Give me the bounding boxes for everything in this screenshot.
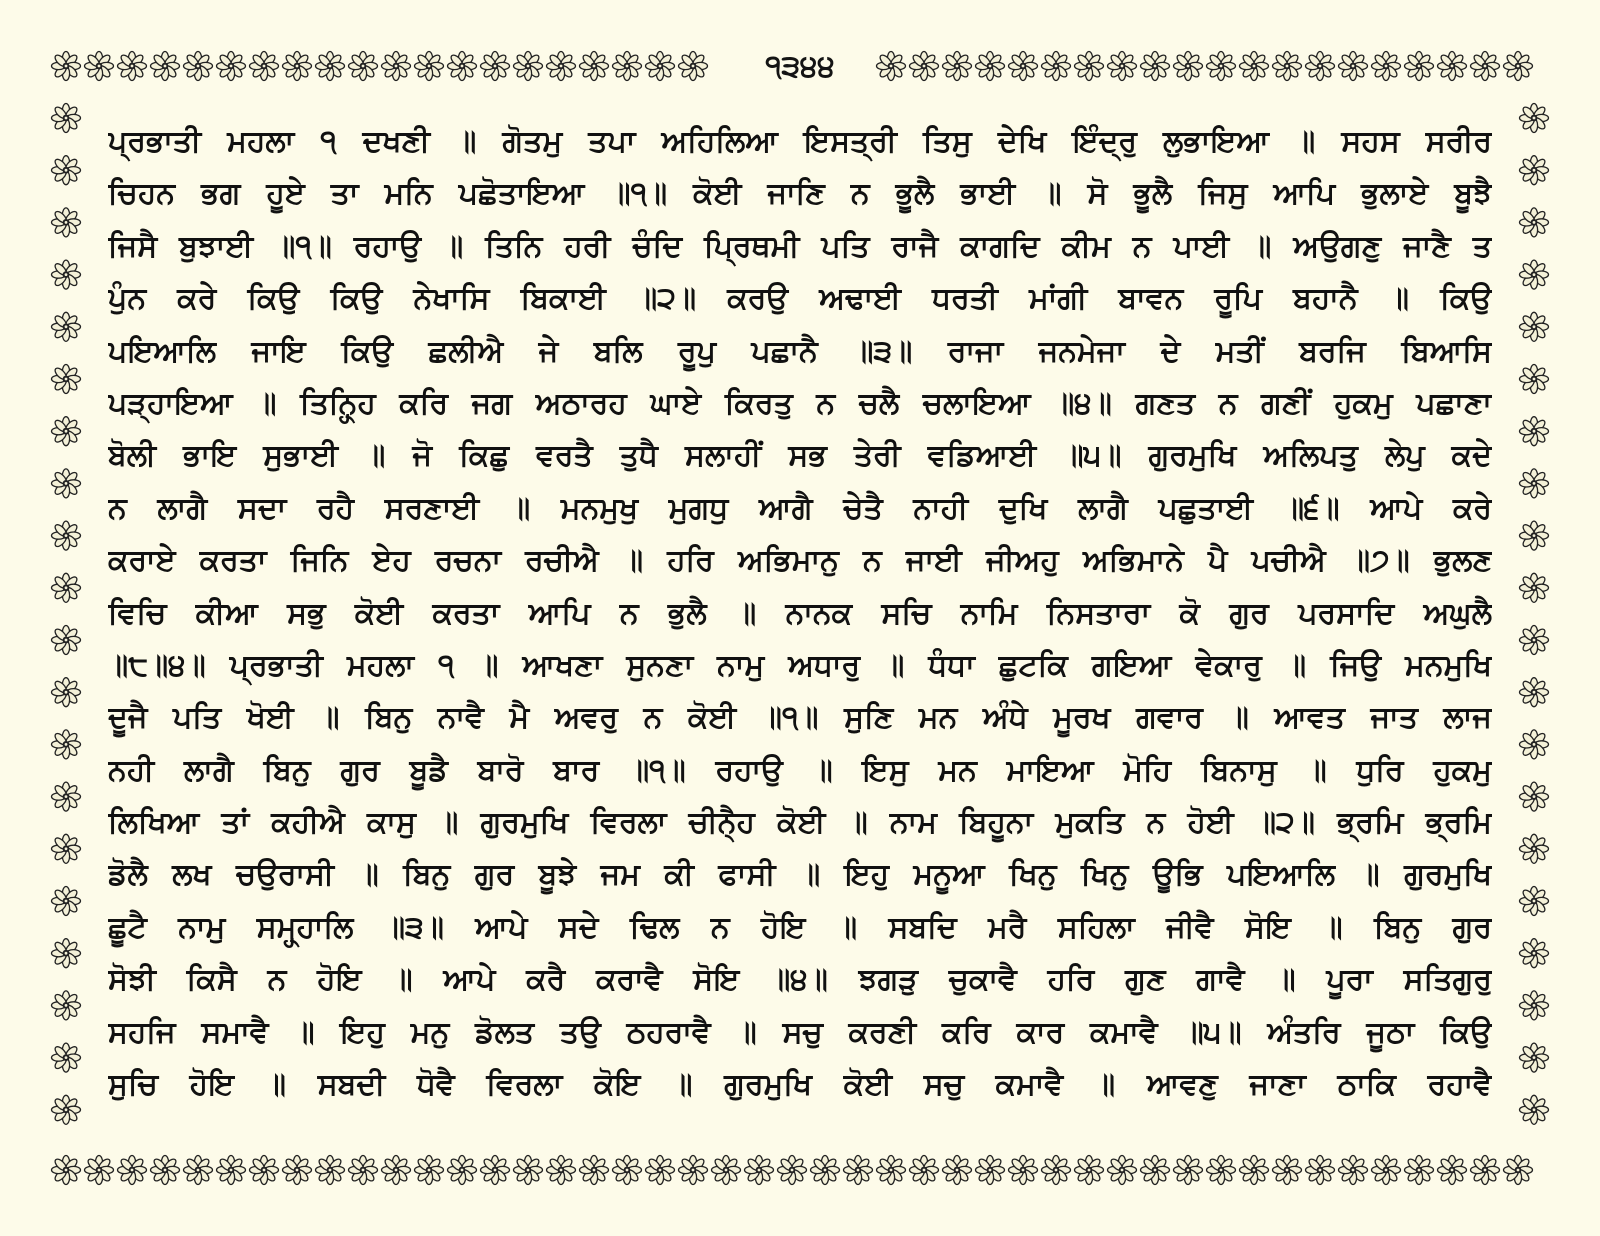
flower-ornament-icon	[1520, 887, 1549, 916]
flower-ornament-icon	[679, 1156, 708, 1185]
flower-ornament-icon	[1306, 1156, 1335, 1185]
flower-ornament-icon	[481, 1156, 510, 1185]
text-line: ਸੁਚਿ ਹੋਇ ॥ ਸਬਦੀ ਧੋਵੈ ਵਿਰਲਾ ਕੋਇ ॥ ਗੁਰਮੁਖਿ ਕੋਈ ਸਚੁ ਕਮਾਵੈ ॥ ਆਵਣੁ ਜਾਣਾ ਠਾਕਿ ਰਹਾਵੈ	[108, 1067, 1492, 1103]
flower-ornament-icon	[1520, 730, 1549, 759]
flower-ornament-icon	[679, 52, 708, 81]
flower-ornament-icon	[52, 730, 81, 759]
flower-ornament-icon	[52, 312, 81, 341]
flower-ornament-icon	[1520, 782, 1549, 811]
flower-ornament-icon	[1520, 678, 1549, 707]
flower-ornament-icon	[1273, 1156, 1302, 1185]
flower-ornament-icon	[52, 260, 81, 289]
flower-ornament-icon	[1141, 52, 1170, 81]
flower-ornament-icon	[52, 887, 81, 916]
flower-ornament-icon	[1240, 52, 1269, 81]
flower-ornament-icon	[1520, 156, 1549, 185]
page-number: ੧੩੪੪	[730, 44, 870, 90]
flower-ornament-icon	[1520, 469, 1549, 498]
text-line: ॥੮॥੪॥ ਪ੍ਰਭਾਤੀ ਮਹਲਾ ੧ ॥ ਆਖਣਾ ਸੁਨਣਾ ਨਾਮੁ ਅਧਾਰੁ ॥ ਧੰਧਾ ਛੁਟਕਿ ਗਇਆ ਵੇਕਾਰੁ ॥ ਜਿਉ ਮਨਮੁਖਿ	[108, 647, 1492, 683]
text-line: ਪੜ੍ਹਾਇਆ ॥ ਤਿਨ੍ਹ੍ਹਿ ਕਰਿ ਜਗ ਅਠਾਰਹ ਘਾਏ ਕਿਰਤੁ ਨ ਚਲੈ ਚਲਾਇਆ ॥੪॥ ਗਣਤ ਨ ਗਣੀਂ ਹੁਕਮੁ ਪਛਾਣਾ	[108, 385, 1492, 421]
flower-ornament-icon	[1405, 52, 1434, 81]
flower-ornament-icon	[52, 469, 81, 498]
flower-ornament-icon	[1520, 208, 1549, 237]
flower-ornament-icon	[1438, 52, 1467, 81]
flower-ornament-icon	[778, 1156, 807, 1185]
flower-ornament-icon	[316, 52, 345, 81]
flower-ornament-icon	[1520, 521, 1549, 550]
flower-ornament-icon	[1306, 52, 1335, 81]
flower-ornament-icon	[1520, 417, 1549, 446]
flower-ornament-icon	[1504, 52, 1533, 81]
flower-ornament-icon	[976, 1156, 1005, 1185]
flower-ornament-icon	[283, 1156, 312, 1185]
flower-ornament-icon	[943, 1156, 972, 1185]
flower-ornament-icon	[1405, 1156, 1434, 1185]
flower-ornament-icon	[1042, 52, 1071, 81]
text-line: ਕਰਾਏ ਕਰਤਾ ਜਿਨਿ ਏਹ ਰਚਨਾ ਰਚੀਐ ॥ ਹਰਿ ਅਭਿਮਾਨੁ ਨ ਜਾਈ ਜੀਅਹੁ ਅਭਿਮਾਨੇ ਪੈ ਪਚੀਐ ॥੭॥ ਭੁਲਣ	[108, 543, 1492, 579]
flower-ornament-icon	[52, 52, 81, 81]
flower-ornament-icon	[547, 1156, 576, 1185]
flower-ornament-icon	[1520, 991, 1549, 1020]
flower-ornament-icon	[877, 1156, 906, 1185]
flower-ornament-icon	[1075, 1156, 1104, 1185]
flower-ornament-icon	[1520, 626, 1549, 655]
flower-ornament-icon	[910, 52, 939, 81]
flower-ornament-icon	[52, 365, 81, 394]
flower-ornament-icon	[1520, 260, 1549, 289]
flower-ornament-icon	[382, 52, 411, 81]
flower-ornament-icon	[1207, 1156, 1236, 1185]
flower-ornament-icon	[415, 52, 444, 81]
flower-ornament-icon	[745, 1156, 774, 1185]
text-line: ਡੋਲੈ ਲਖ ਚਉਰਾਸੀ ॥ ਬਿਨੁ ਗੁਰ ਬੂਝੇ ਜਮ ਕੀ ਫਾਸੀ ॥ ਇਹੁ ਮਨੂਆ ਖਿਨੁ ਖਿਨੁ ਊਭਿ ਪਇਆਲਿ ॥ ਗੁਰਮੁਖਿ	[108, 857, 1492, 893]
flower-ornament-icon	[1471, 1156, 1500, 1185]
flower-ornament-icon	[1520, 834, 1549, 863]
flower-ornament-icon	[283, 52, 312, 81]
flower-ornament-icon	[415, 1156, 444, 1185]
text-line: ਪੁੰਨ ਕਰੇ ਕਿਉ ਕਿਉ ਨੇਖਾਸਿ ਬਿਕਾਈ ॥੨॥ ਕਰਉ ਅਢਾਈ ਧਰਤੀ ਮਾਂਗੀ ਬਾਵਨ ਰੂਪਿ ਬਹਾਨੈ ॥ ਕਿਉ	[108, 281, 1492, 317]
text-line: ਨ ਲਾਗੈ ਸਦਾ ਰਹੈ ਸਰਣਾਈ ॥ ਮਨਮੁਖੁ ਮੁਗਧੁ ਆਗੈ ਚੇਤੈ ਨਾਹੀ ਦੁਖਿ ਲਾਗੈ ਪਛੁਤਾਈ ॥੬॥ ਆਪੇ ਕਰੇ	[108, 490, 1492, 526]
flower-ornament-icon	[52, 104, 81, 133]
flower-ornament-icon	[118, 52, 147, 81]
flower-ornament-icon	[1372, 52, 1401, 81]
flower-ornament-icon	[514, 52, 543, 81]
flower-ornament-icon	[151, 1156, 180, 1185]
flower-ornament-icon	[1075, 52, 1104, 81]
text-line: ਲਿਖਿਆ ਤਾਂ ਕਹੀਐ ਕਾਸੁ ॥ ਗੁਰਮੁਖਿ ਵਿਰਲਾ ਚੀਨੈ੍ਹ ਕੋਈ ॥ ਨਾਮ ਬਿਹੂਨਾ ਮੁਕਤਿ ਨ ਹੋਈ ॥੨॥ ਭ੍ਰਮਿ ਭ੍ਰਮਿ	[108, 805, 1492, 841]
flower-ornament-icon	[910, 1156, 939, 1185]
flower-ornament-icon	[1520, 365, 1549, 394]
flower-ornament-icon	[1520, 939, 1549, 968]
flower-ornament-icon	[1339, 1156, 1368, 1185]
text-line: ਦੂਜੈ ਪਤਿ ਖੋਈ ॥ ਬਿਨੁ ਨਾਵੈ ਮੈ ਅਵਰੁ ਨ ਕੋਈ ॥੧॥ ਸੁਣਿ ਮਨ ਅੰਧੇ ਮੂਰਖ ਗਵਾਰ ॥ ਆਵਤ ਜਾਤ ਲਾਜ	[108, 700, 1492, 736]
flower-ornament-icon	[118, 1156, 147, 1185]
flower-ornament-icon	[52, 573, 81, 602]
flower-ornament-icon	[349, 52, 378, 81]
flower-ornament-icon	[1520, 104, 1549, 133]
flower-ornament-icon	[448, 1156, 477, 1185]
flower-ornament-icon	[250, 1156, 279, 1185]
text-line: ਨਹੀ ਲਾਗੈ ਬਿਨੁ ਗੁਰ ਬੂਡੈ ਬਾਰੋ ਬਾਰ ॥੧॥ ਰਹਾਉ ॥ ਇਸੁ ਮਨ ਮਾਇਆ ਮੋਹਿ ਬਿਨਾਸੁ ॥ ਧੁਰਿ ਹੁਕਮੁ	[108, 752, 1492, 788]
flower-ornament-icon	[1339, 52, 1368, 81]
flower-ornament-icon	[349, 1156, 378, 1185]
flower-ornament-icon	[52, 626, 81, 655]
flower-ornament-icon	[1009, 1156, 1038, 1185]
flower-ornament-icon	[613, 1156, 642, 1185]
flower-ornament-icon	[1520, 1043, 1549, 1072]
flower-ornament-icon	[1240, 1156, 1269, 1185]
flower-ornament-icon	[1174, 52, 1203, 81]
flower-ornament-icon	[1520, 312, 1549, 341]
text-line: ਸਹਜਿ ਸਮਾਵੈ ॥ ਇਹੁ ਮਨੁ ਡੋਲਤ ਤਉ ਠਹਰਾਵੈ ॥ ਸਚੁ ਕਰਣੀ ਕਰਿ ਕਾਰ ਕਮਾਵੈ ॥੫॥ ਅੰਤਰਿ ਜੂਠਾ ਕਿਉ	[108, 1014, 1492, 1050]
flower-ornament-icon	[52, 834, 81, 863]
flower-ornament-icon	[52, 1095, 81, 1124]
flower-ornament-icon	[184, 52, 213, 81]
flower-ornament-icon	[1372, 1156, 1401, 1185]
flower-ornament-icon	[52, 1156, 81, 1185]
flower-ornament-icon	[1471, 52, 1500, 81]
flower-ornament-icon	[1438, 1156, 1467, 1185]
flower-ornament-icon	[1108, 1156, 1137, 1185]
flower-ornament-icon	[52, 991, 81, 1020]
flower-ornament-icon	[811, 1156, 840, 1185]
flower-ornament-icon	[1042, 1156, 1071, 1185]
flower-ornament-icon	[514, 1156, 543, 1185]
flower-ornament-icon	[547, 52, 576, 81]
flower-ornament-icon	[217, 1156, 246, 1185]
scripture-text	[108, 116, 1492, 1126]
flower-ornament-icon	[1174, 1156, 1203, 1185]
flower-ornament-icon	[52, 678, 81, 707]
flower-ornament-icon	[52, 208, 81, 237]
text-line: ਚਿਹਨ ਭਗ ਹੂਏ ਤਾ ਮਨਿ ਪਛੋਤਾਇਆ ॥੧॥ ਕੋਈ ਜਾਣਿ ਨ ਭੂਲੈ ਭਾਈ ॥ ਸੋ ਭੂਲੈ ਜਿਸੁ ਆਪਿ ਭੁਲਾਏ ਬੂਝੈ	[108, 176, 1492, 212]
flower-ornament-icon	[52, 521, 81, 550]
flower-ornament-icon	[877, 52, 906, 81]
flower-ornament-icon	[52, 782, 81, 811]
flower-ornament-icon	[1141, 1156, 1170, 1185]
text-line: ਜਿਸੈ ਬੁਝਾਈ ॥੧॥ ਰਹਾਉ ॥ ਤਿਨਿ ਹਰੀ ਚੰਦਿ ਪ੍ਰਿਥਮੀ ਪਤਿ ਰਾਜੈ ਕਾਗਦਿ ਕੀਮ ਨ ਪਾਈ ॥ ਅਉਗਣੁ ਜਾਣੈ ਤ	[108, 228, 1492, 264]
flower-ornament-icon	[316, 1156, 345, 1185]
flower-ornament-icon	[1273, 52, 1302, 81]
flower-ornament-icon	[52, 1043, 81, 1072]
flower-ornament-icon	[250, 52, 279, 81]
flower-ornament-icon	[580, 1156, 609, 1185]
flower-ornament-icon	[52, 939, 81, 968]
flower-ornament-icon	[1504, 1156, 1533, 1185]
flower-ornament-icon	[646, 1156, 675, 1185]
flower-ornament-icon	[1520, 1095, 1549, 1124]
text-line: ਛੂਟੈ ਨਾਮੁ ਸਮ੍ਹ੍ਹਾਲਿ ॥੩॥ ਆਪੇ ਸਦੇ ਢਿਲ ਨ ਹੋਇ ॥ ਸਬਦਿ ਮਰੈ ਸਹਿਲਾ ਜੀਵੈ ਸੋਇ ॥ ਬਿਨੁ ਗੁਰ	[108, 909, 1492, 945]
text-line: ਵਿਚਿ ਕੀਆ ਸਭੁ ਕੋਈ ਕਰਤਾ ਆਪਿ ਨ ਭੁਲੈ ॥ ਨਾਨਕ ਸਚਿ ਨਾਮਿ ਨਿਸਤਾਰਾ ਕੋ ਗੁਰ ਪਰਸਾਦਿ ਅਘੁਲੈ	[108, 595, 1492, 631]
text-line: ਪ੍ਰਭਾਤੀ ਮਹਲਾ ੧ ਦਖਣੀ ॥ ਗੋਤਮੁ ਤਪਾ ਅਹਿਲਿਆ ਇਸਤ੍ਰੀ ਤਿਸੁ ਦੇਖਿ ਇੰਦ੍ਰੁ ਲੁਭਾਇਆ ॥ ਸਹਸ ਸਰੀਰ	[108, 124, 1492, 159]
flower-ornament-icon	[844, 1156, 873, 1185]
flower-ornament-icon	[1207, 52, 1236, 81]
flower-ornament-icon	[976, 52, 1005, 81]
flower-ornament-icon	[52, 156, 81, 185]
flower-ornament-icon	[448, 52, 477, 81]
flower-ornament-icon	[580, 52, 609, 81]
flower-ornament-icon	[712, 1156, 741, 1185]
flower-ornament-icon	[52, 417, 81, 446]
flower-ornament-icon	[646, 52, 675, 81]
flower-ornament-icon	[85, 1156, 114, 1185]
text-line: ਪਇਆਲਿ ਜਾਇ ਕਿਉ ਛਲੀਐ ਜੇ ਬਲਿ ਰੂਪੁ ਪਛਾਨੈ ॥੩॥ ਰਾਜਾ ਜਨਮੇਜਾ ਦੇ ਮਤੀਂ ਬਰਜਿ ਬਿਆਸਿ	[108, 333, 1492, 369]
flower-ornament-icon	[184, 1156, 213, 1185]
flower-ornament-icon	[481, 52, 510, 81]
flower-ornament-icon	[382, 1156, 411, 1185]
flower-ornament-icon	[85, 52, 114, 81]
flower-ornament-icon	[217, 52, 246, 81]
flower-ornament-icon	[151, 52, 180, 81]
flower-ornament-icon	[1009, 52, 1038, 81]
flower-ornament-icon	[1520, 573, 1549, 602]
flower-ornament-icon	[943, 52, 972, 81]
flower-ornament-icon	[613, 52, 642, 81]
text-line: ਬੋਲੀ ਭਾਇ ਸੁਭਾਈ ॥ ਜੋ ਕਿਛੁ ਵਰਤੈ ਤੁਧੈ ਸਲਾਹੀਂ ਸਭ ਤੇਰੀ ਵਡਿਆਈ ॥੫॥ ਗੁਰਮੁਖਿ ਅਲਿਪਤੁ ਲੇਪੁ ਕਦੇ	[108, 438, 1492, 474]
flower-ornament-icon	[1108, 52, 1137, 81]
text-line: ਸੋਝੀ ਕਿਸੈ ਨ ਹੋਇ ॥ ਆਪੇ ਕਰੈ ਕਰਾਵੈ ਸੋਇ ॥੪॥ ਝਗੜੁ ਚੁਕਾਵੈ ਹਰਿ ਗੁਣ ਗਾਵੈ ॥ ਪੂਰਾ ਸਤਿਗੁਰੁ	[108, 962, 1492, 998]
